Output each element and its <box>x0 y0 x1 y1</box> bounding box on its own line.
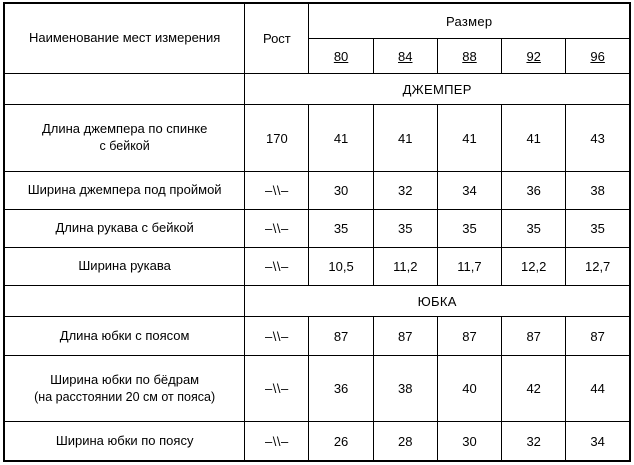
row-value-80: 10,5 <box>309 248 373 286</box>
header-name-column: Наименование мест измерения <box>4 3 245 74</box>
row-value-96: 34 <box>566 422 630 461</box>
row-label-line2: (на расстоянии 20 см от пояса) <box>34 389 216 404</box>
row-label <box>4 171 245 209</box>
header-size-92: 92 <box>502 39 566 74</box>
row-value-80: 30 <box>309 171 373 209</box>
header-size-80: 80 <box>309 39 373 74</box>
row-value-92: 12,2 <box>502 248 566 286</box>
row-label-line1: Длина джемпера по спинке <box>41 121 208 137</box>
row-label <box>4 355 245 422</box>
row-rost: –\\– <box>245 248 309 286</box>
row-value-92: 35 <box>502 210 566 248</box>
header-rost-column: Рост <box>245 3 309 74</box>
row-rost: –\\– <box>245 422 309 461</box>
table-row <box>4 355 630 422</box>
row-label <box>4 248 245 286</box>
table-row <box>4 248 630 286</box>
row-value-80: 35 <box>309 210 373 248</box>
row-value-92: 87 <box>502 317 566 355</box>
row-label-line1: Ширина джемпера под проймой <box>27 181 222 197</box>
row-value-92: 42 <box>502 355 566 422</box>
row-value-88: 87 <box>437 317 501 355</box>
row-value-88: 41 <box>437 105 501 172</box>
row-rost: –\\– <box>245 210 309 248</box>
row-rost: –\\– <box>245 355 309 422</box>
section-jumper-empty-cell <box>4 74 245 105</box>
header-size-96: 96 <box>566 39 630 74</box>
measurement-table <box>3 2 631 462</box>
row-label-line2: с бейкой <box>99 139 150 154</box>
row-value-88: 34 <box>437 171 501 209</box>
row-value-96: 43 <box>566 105 630 172</box>
row-value-80: 41 <box>309 105 373 172</box>
row-value-84: 28 <box>373 422 437 461</box>
table-header-row-1 <box>4 3 630 39</box>
section-header-jumper <box>4 74 630 105</box>
section-header-skirt <box>4 286 630 317</box>
row-value-84: 35 <box>373 210 437 248</box>
row-value-96: 12,7 <box>566 248 630 286</box>
row-label <box>4 317 245 355</box>
row-value-84: 32 <box>373 171 437 209</box>
row-rost: –\\– <box>245 171 309 209</box>
section-jumper-title: ДЖЕМПЕР <box>245 74 630 105</box>
row-label <box>4 210 245 248</box>
section-skirt-title: ЮБКА <box>245 286 630 317</box>
row-label <box>4 105 245 172</box>
row-value-96: 44 <box>566 355 630 422</box>
row-value-88: 40 <box>437 355 501 422</box>
table-row <box>4 422 630 461</box>
row-label-line1: Длина юбки с поясом <box>59 327 190 343</box>
header-razmer-group: Размер <box>309 3 630 39</box>
row-value-88: 35 <box>437 210 501 248</box>
row-label-line1: Ширина юбки по поясу <box>55 432 194 448</box>
table-row <box>4 210 630 248</box>
row-label-line1: Ширина юбки по бёдрам <box>50 371 200 387</box>
row-value-92: 32 <box>502 422 566 461</box>
row-value-92: 36 <box>502 171 566 209</box>
row-value-92: 41 <box>502 105 566 172</box>
header-size-84: 84 <box>373 39 437 74</box>
table-row <box>4 105 630 172</box>
row-label-line1: Ширина рукава <box>78 258 171 274</box>
row-value-96: 87 <box>566 317 630 355</box>
row-value-84: 11,2 <box>373 248 437 286</box>
row-value-80: 26 <box>309 422 373 461</box>
row-value-96: 35 <box>566 210 630 248</box>
table-row <box>4 171 630 209</box>
row-value-80: 36 <box>309 355 373 422</box>
row-value-88: 11,7 <box>437 248 501 286</box>
row-label-line1: Длина рукава с бейкой <box>55 220 194 236</box>
row-value-84: 41 <box>373 105 437 172</box>
row-rost: –\\– <box>245 317 309 355</box>
row-rost: 170 <box>245 105 309 172</box>
section-skirt-empty-cell <box>4 286 245 317</box>
row-value-88: 30 <box>437 422 501 461</box>
header-size-88: 88 <box>437 39 501 74</box>
row-value-96: 38 <box>566 171 630 209</box>
table-row <box>4 317 630 355</box>
row-label <box>4 422 245 461</box>
row-value-84: 87 <box>373 317 437 355</box>
row-value-84: 38 <box>373 355 437 422</box>
row-value-80: 87 <box>309 317 373 355</box>
